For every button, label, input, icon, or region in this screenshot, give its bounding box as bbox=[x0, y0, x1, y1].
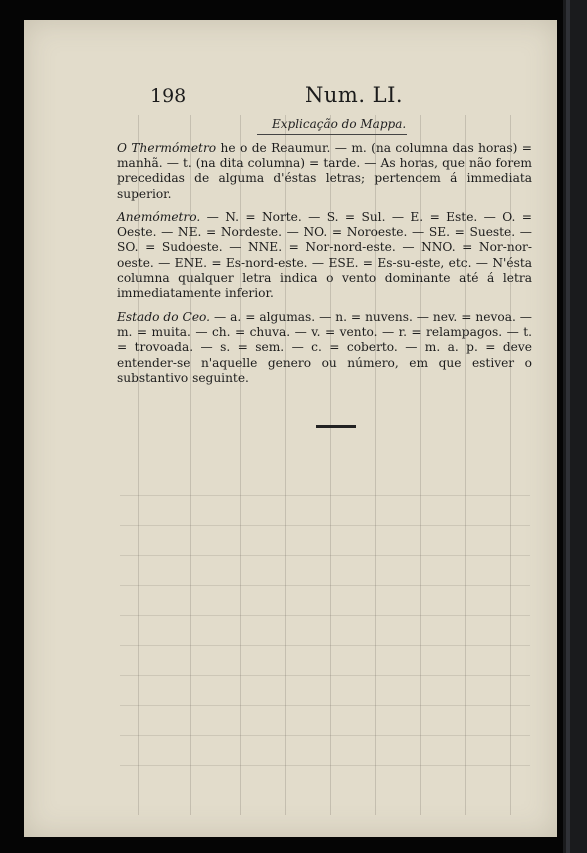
section-subtitle: Explicação do Mappa. bbox=[272, 117, 407, 131]
paragraph-lead: O Thermómetro bbox=[117, 141, 217, 155]
page-number: 198 bbox=[150, 85, 187, 107]
page-heading: Num. LI. bbox=[305, 83, 404, 107]
paragraph-text: — N. = Norte. — S. = Sul. — E. = Este. — O. = Oeste. — NE. = Nordeste. — NO. = Noroeste. — SE. = Sueste. — SO. = Sudoeste. — NNE. = Nor-nord-este. — NNO. = Nor-nor-oeste. — ENE. = Es-nord-este. — ESE. = Es-su-este, etc. — N'ésta columna qualquer letra indica o vento dominante até á letra immediatamente inferior. bbox=[117, 210, 532, 301]
paragraph-thermometer bbox=[117, 141, 532, 202]
paragraph-anemometer bbox=[117, 210, 532, 301]
paragraph-sky-state bbox=[117, 310, 532, 386]
subtitle-rule bbox=[257, 134, 407, 135]
paragraph-lead: Estado do Ceo. bbox=[117, 310, 211, 324]
spine-edge bbox=[566, 0, 570, 853]
paragraph-lead: Anemómetro. bbox=[117, 210, 201, 224]
paragraph-text: — a. = algumas. — n. = nuvens. — nev. = nevoa. — m. = muita. — ch. = chuva. — v. = vento. — r. = relampagos. — t. = trovoada. — s. = sem. — c. = coberto. — m. a. p. = deve entender-se n'aquelle genero ou número, em que estiver o substantivo seguinte. bbox=[117, 310, 532, 385]
section-divider bbox=[316, 425, 356, 428]
paragraph-text: he o de Reaumur. — m. (na columna das horas) = manhã. — t. (na dita columna) = tarde. — As horas, que não forem precedidas de alguma d'éstas letras; pertencem á immediata superior. bbox=[117, 141, 532, 201]
